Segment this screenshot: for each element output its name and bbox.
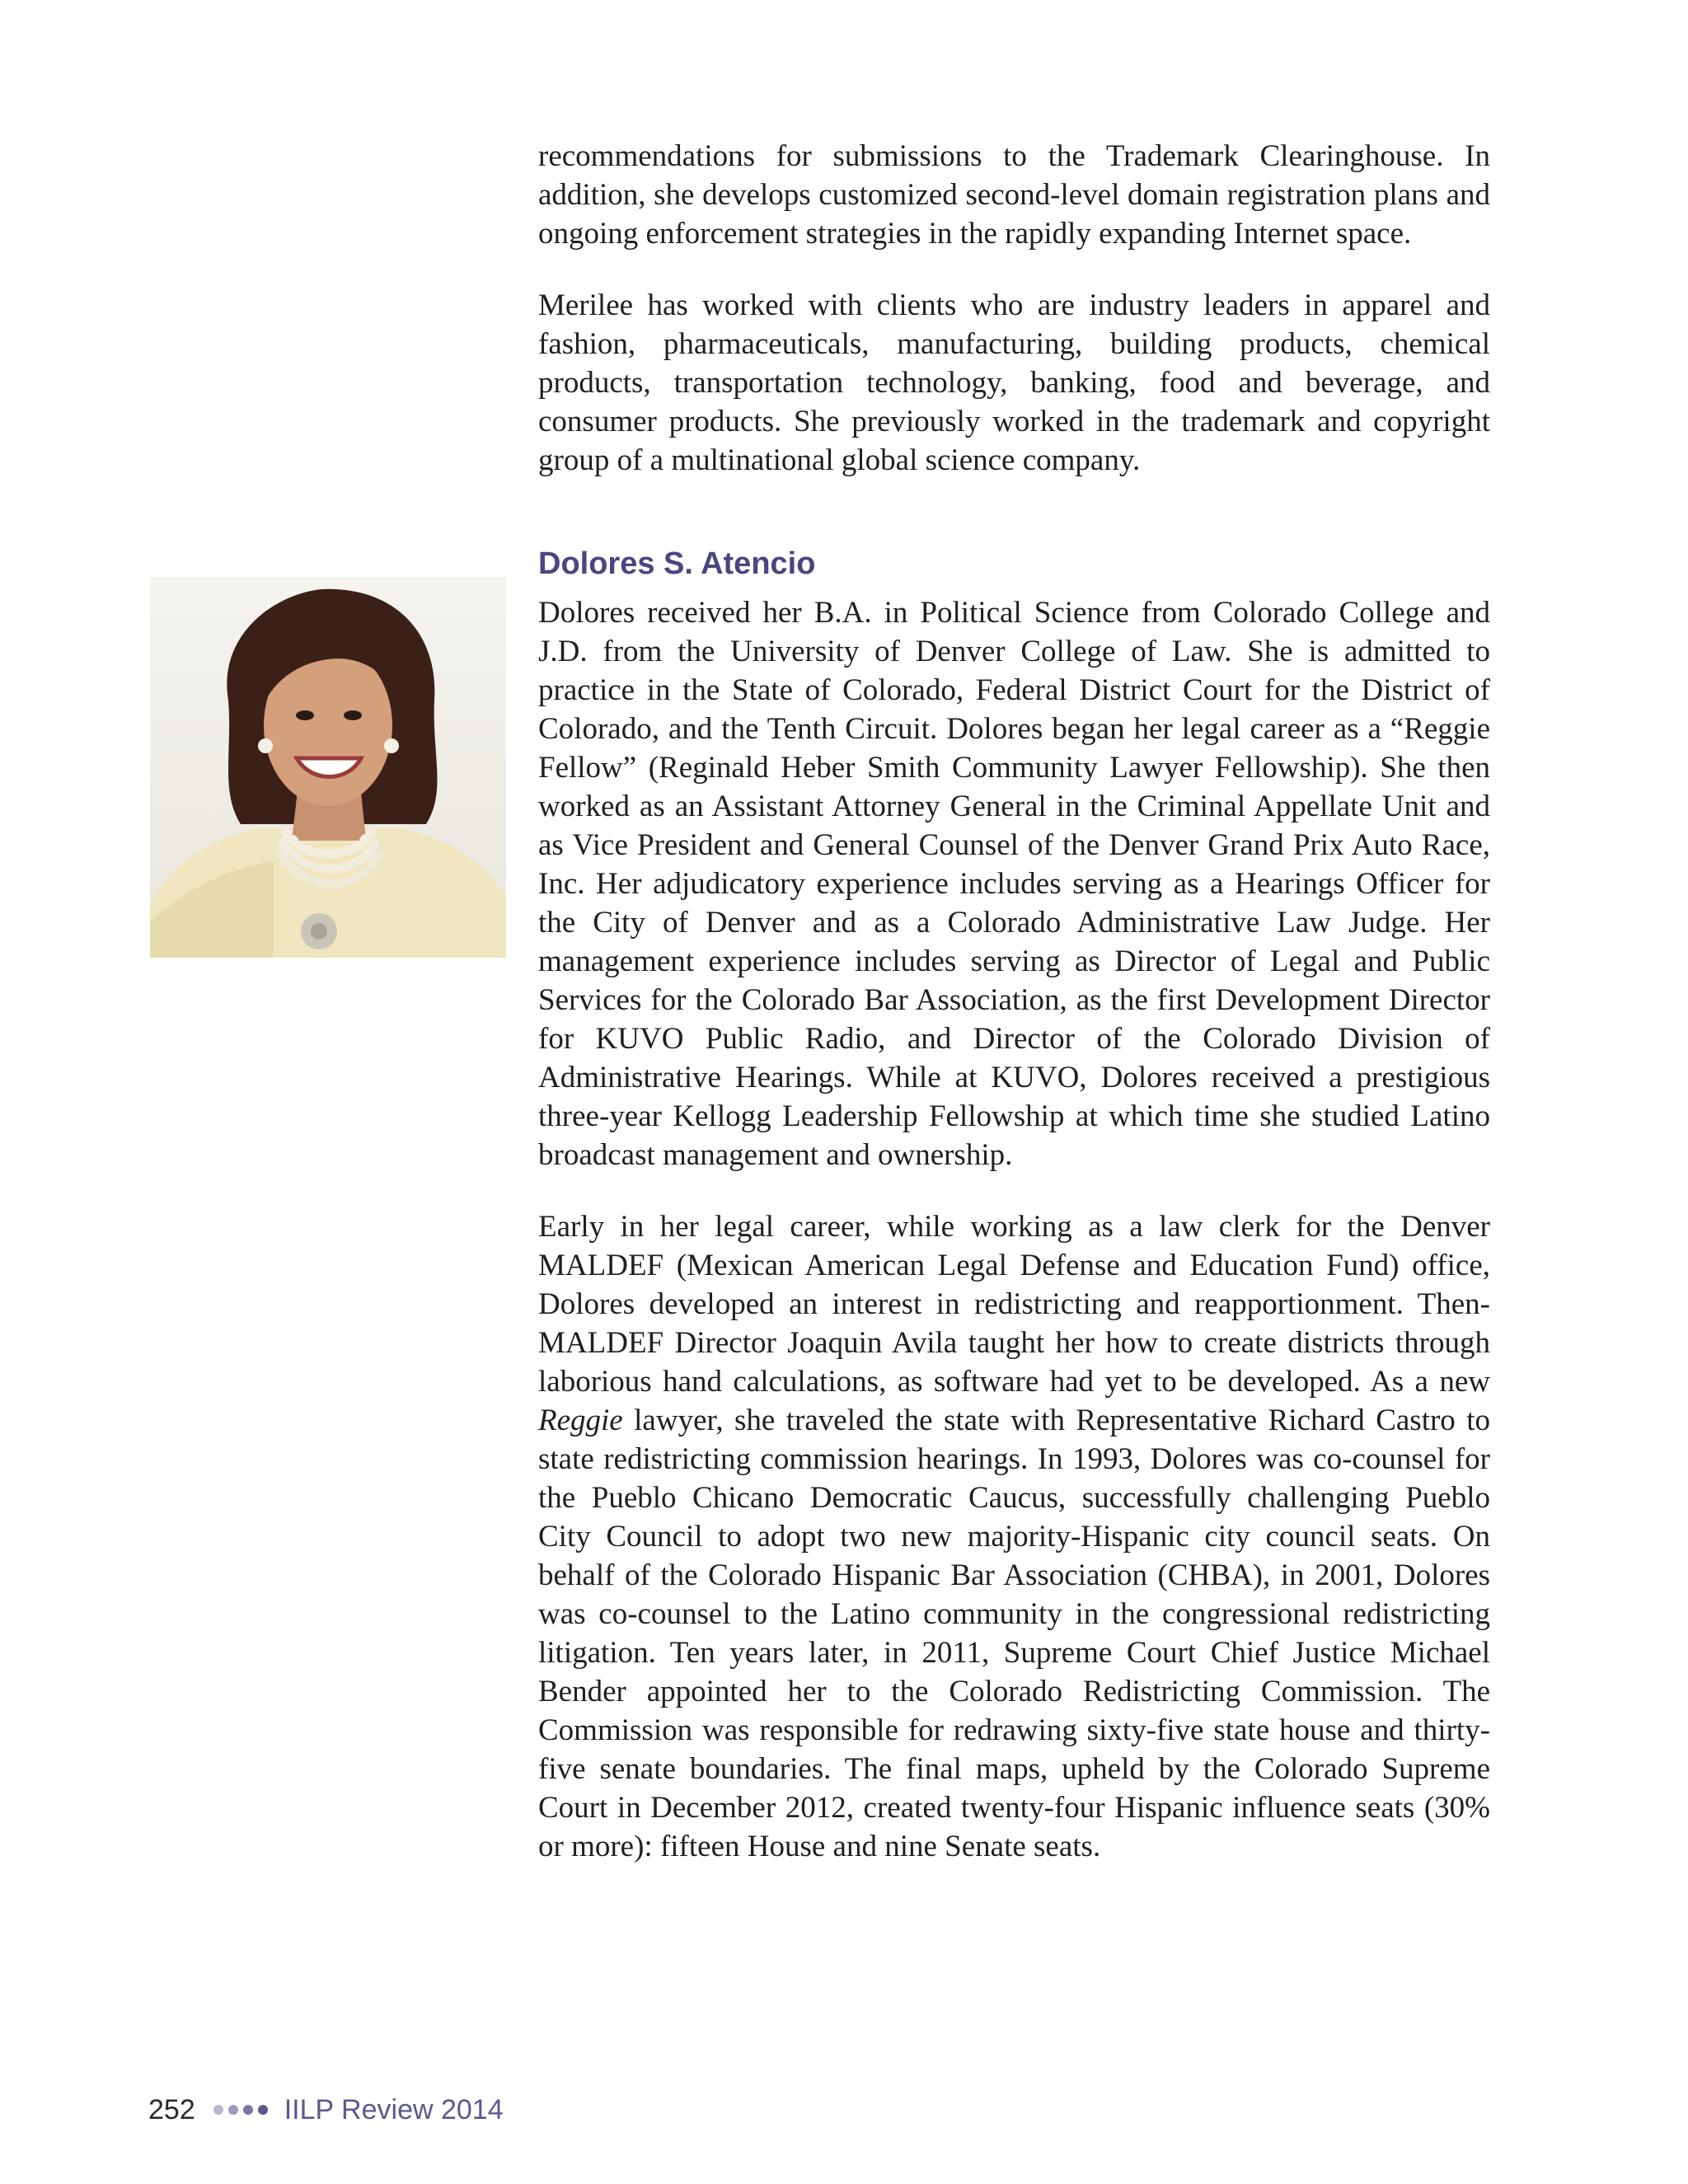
page-footer (148, 2093, 504, 2126)
portrait-illustration (150, 577, 506, 958)
paragraph-merilee-clients: Merilee has worked with clients who are industry leaders in apparel and fashion, pharmaceuticals, manufacturing, building products, chemical products, transportation technology, banking, food and beverage, and consumer products. She previously worked in the trademark and copyright group of a multinational global science company. (538, 288, 1490, 477)
profile-name-heading: Dolores S. Atencio (538, 546, 816, 581)
main-text-column (538, 137, 1490, 1899)
footer-dots-ornament (213, 2105, 273, 2115)
footer-dot (258, 2105, 268, 2115)
page-number: 252 (148, 2094, 195, 2125)
portrait-photo (150, 577, 506, 958)
footer-dot (213, 2105, 223, 2115)
paragraph-continued: recommendations for submissions to the Trademark Clearinghouse. In addition, she develops customized second-level domain registration plans and ongoing enforcement strategies in the rapidly expanding Internet space. (538, 139, 1490, 251)
profile-paragraph-2-italic: Reggie (538, 1404, 623, 1437)
profile-paragraph-2-part-a: Early in her legal career, while working as a law clerk for the Denver MALDEF (Mexican American Legal Defense and Education Fund) office, Dolores developed an interest in redistricting and reapportionment. Then-MALDEF Director Joaquin Avila taught her how to create districts through laborious hand calculations, as software had yet to be developed. As a new (538, 1210, 1490, 1399)
profile-paragraph-1: Dolores received her B.A. in Political Science from Colorado College and J.D. from the University of Denver College of Law. She is admitted to practice in the State of Colorado, Federal District Court for the District of Colorado, and the Tenth Circuit. Dolores began her legal career as a “Reggie Fellow” (Reginald Heber Smith Community Lawyer Fellowship). She then worked as an Assistant Attorney General in the Criminal Appellate Unit and as Vice President and General Counsel of the Denver Grand Prix Auto Race, Inc. Her adjudicatory experience includes serving as a Hearings Officer for the City of Denver and as a Colorado Administrative Law Judge. Her management experience includes serving as Director of Legal and Public Services for the Colorado Bar Association, as the first Development Director for KUVO Public Radio, and Director of the Colorado Division of Administrative Hearings. While at KUVO, Dolores received a prestigious three-year Kellogg Leadership Fellowship at which time she studied Latino broadcast management and ownership. (538, 596, 1490, 1172)
footer-dot (243, 2105, 253, 2115)
footer-dot (228, 2105, 238, 2115)
profile-paragraph-2-part-b: lawyer, she traveled the state with Representative Richard Castro to state redistricting commission hearings. In 1993, Dolores was co-counsel for the Pueblo Chicano Democratic Caucus, successfully challenging Pueblo City Council to adopt two new majority-Hispanic city council seats. On behalf of the Colorado Hispanic Bar Association (CHBA), in 2001, Dolores was co-counsel to the Latino community in the congressional redistricting litigation. Ten years later, in 2011, Supreme Court Chief Justice Michael Bender appointed her to the Colorado Redistricting Commission. The Commission was responsible for redrawing sixty-five state house and thirty-five senate boundaries. The final maps, upheld by the Colorado Supreme Court in December 2012, created twenty-four Hispanic influence seats (30% or more): fifteen House and nine Senate seats. (538, 1404, 1490, 1863)
publication-title: IILP Review 2014 (284, 2094, 504, 2125)
profile-paragraph-2 (538, 1207, 1490, 1866)
